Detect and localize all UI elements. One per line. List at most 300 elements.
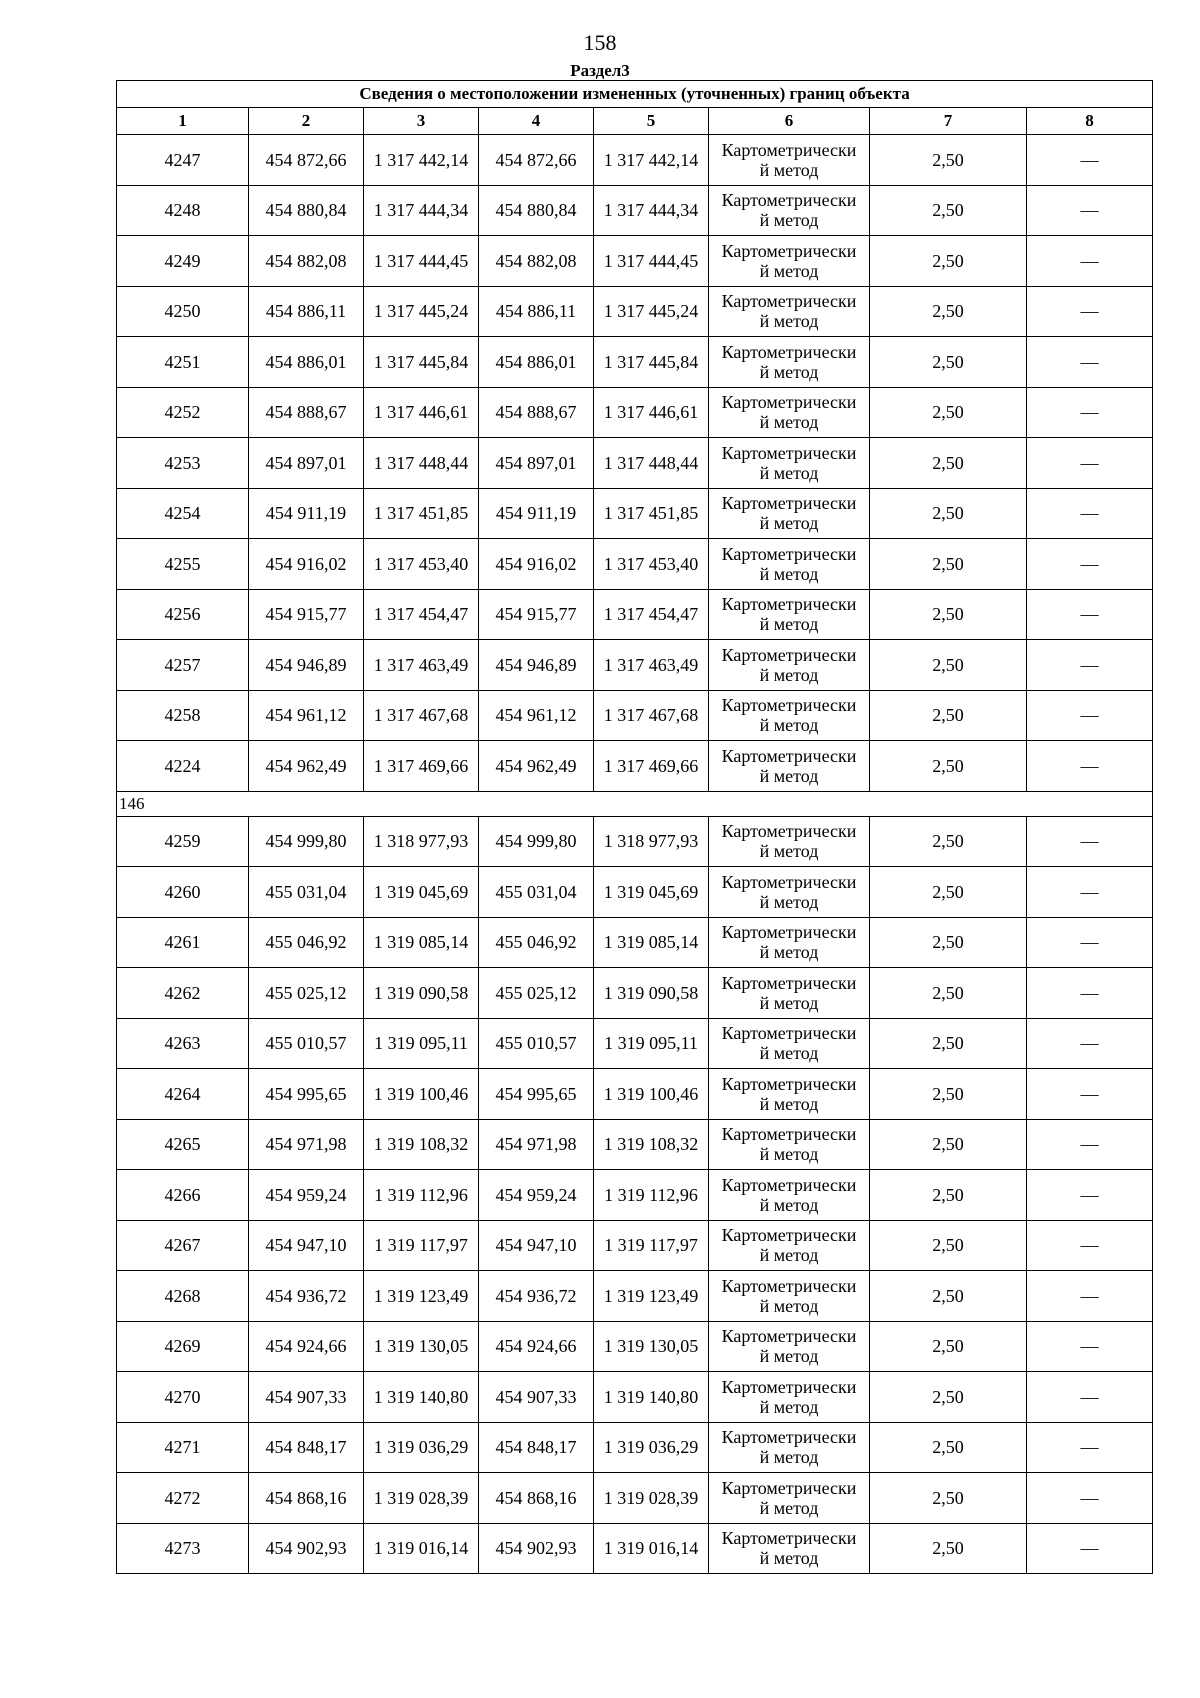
x-coordinate-new-cell: 454 995,65: [479, 1069, 594, 1120]
y-coordinate-new-cell: 1 319 130,05: [594, 1321, 709, 1372]
y-coordinate-new-cell: 1 319 100,46: [594, 1069, 709, 1120]
page-number: 158: [583, 30, 617, 55]
method-line: й метод: [759, 563, 819, 584]
accuracy-cell: 2,50: [870, 741, 1027, 792]
x-coordinate-new-cell: 454 848,17: [479, 1422, 594, 1473]
point-number-cell: 4251: [117, 337, 249, 388]
table-row: [117, 1271, 1153, 1322]
method-line: й метод: [759, 1245, 819, 1266]
point-number-cell: 4257: [117, 640, 249, 691]
point-number-cell: 4250: [117, 286, 249, 337]
method-cell: [709, 640, 870, 691]
y-coordinate-new-cell: 1 319 140,80: [594, 1372, 709, 1423]
y-coordinate-new-cell: 1 317 469,66: [594, 741, 709, 792]
method-line: й метод: [759, 1497, 819, 1518]
method-line: Картометрически: [721, 291, 857, 312]
method-line: й метод: [759, 1093, 819, 1114]
x-coordinate-new-cell: 454 971,98: [479, 1119, 594, 1170]
x-coordinate-cell: 454 971,98: [249, 1119, 364, 1170]
method-line: й метод: [759, 1144, 819, 1165]
y-coordinate-new-cell: 1 317 445,84: [594, 337, 709, 388]
note-cell: —: [1027, 1422, 1153, 1473]
x-coordinate-cell: 454 897,01: [249, 438, 364, 489]
method-line: Картометрически: [721, 1427, 857, 1448]
method-line: й метод: [759, 361, 819, 382]
column-number: 4: [479, 108, 594, 135]
method-line: Картометрически: [721, 1174, 857, 1195]
x-coordinate-cell: 454 995,65: [249, 1069, 364, 1120]
accuracy-cell: 2,50: [870, 1422, 1027, 1473]
table-row: [117, 1018, 1153, 1069]
note-cell: —: [1027, 1018, 1153, 1069]
x-coordinate-new-cell: 455 010,57: [479, 1018, 594, 1069]
y-coordinate-cell: 1 317 445,24: [364, 286, 479, 337]
table-row: [117, 816, 1153, 867]
point-number-cell: 4252: [117, 387, 249, 438]
method-line: й метод: [759, 462, 819, 483]
accuracy-cell: 2,50: [870, 1271, 1027, 1322]
y-coordinate-new-cell: 1 317 444,45: [594, 236, 709, 287]
y-coordinate-new-cell: 1 319 123,49: [594, 1271, 709, 1322]
x-coordinate-cell: 454 880,84: [249, 185, 364, 236]
accuracy-cell: 2,50: [870, 337, 1027, 388]
table-row: [117, 1422, 1153, 1473]
method-cell: [709, 816, 870, 867]
x-coordinate-new-cell: 454 916,02: [479, 539, 594, 590]
x-coordinate-new-cell: 454 959,24: [479, 1170, 594, 1221]
method-cell: [709, 1220, 870, 1271]
method-cell: [709, 968, 870, 1019]
note-cell: —: [1027, 1170, 1153, 1221]
accuracy-cell: 2,50: [870, 1170, 1027, 1221]
method-line: Картометрически: [721, 1275, 857, 1296]
y-coordinate-new-cell: 1 318 977,93: [594, 816, 709, 867]
method-line: й метод: [759, 715, 819, 736]
method-line: Картометрически: [721, 1023, 857, 1044]
note-cell: —: [1027, 185, 1153, 236]
section-title: Раздел3: [570, 61, 630, 80]
method-line: й метод: [759, 513, 819, 534]
note-cell: —: [1027, 741, 1153, 792]
table-row: [117, 690, 1153, 741]
method-cell: [709, 1119, 870, 1170]
column-number: 2: [249, 108, 364, 135]
y-coordinate-cell: 1 319 130,05: [364, 1321, 479, 1372]
y-coordinate-cell: 1 319 112,96: [364, 1170, 479, 1221]
x-coordinate-new-cell: 454 915,77: [479, 589, 594, 640]
table-row: [117, 1170, 1153, 1221]
table-row: [117, 1069, 1153, 1120]
accuracy-cell: 2,50: [870, 1473, 1027, 1524]
x-coordinate-cell: 455 046,92: [249, 917, 364, 968]
table-row: [117, 539, 1153, 590]
note-cell: —: [1027, 589, 1153, 640]
x-coordinate-cell: 454 907,33: [249, 1372, 364, 1423]
method-line: й метод: [759, 992, 819, 1013]
method-cell: [709, 539, 870, 590]
method-line: Картометрически: [721, 695, 857, 716]
y-coordinate-cell: 1 319 117,97: [364, 1220, 479, 1271]
x-coordinate-new-cell: 454 868,16: [479, 1473, 594, 1524]
point-number-cell: 4253: [117, 438, 249, 489]
note-cell: —: [1027, 387, 1153, 438]
x-coordinate-new-cell: 454 897,01: [479, 438, 594, 489]
x-coordinate-cell: 454 902,93: [249, 1523, 364, 1574]
y-coordinate-cell: 1 319 028,39: [364, 1473, 479, 1524]
x-coordinate-cell: 454 886,11: [249, 286, 364, 337]
y-coordinate-cell: 1 317 463,49: [364, 640, 479, 691]
x-coordinate-cell: 454 959,24: [249, 1170, 364, 1221]
method-line: й метод: [759, 841, 819, 862]
method-line: й метод: [759, 891, 819, 912]
y-coordinate-cell: 1 317 445,84: [364, 337, 479, 388]
table-row: [117, 337, 1153, 388]
accuracy-cell: 2,50: [870, 1069, 1027, 1120]
table-row: [117, 488, 1153, 539]
y-coordinate-new-cell: 1 317 453,40: [594, 539, 709, 590]
point-number-cell: 4272: [117, 1473, 249, 1524]
x-coordinate-new-cell: 454 962,49: [479, 741, 594, 792]
accuracy-cell: 2,50: [870, 387, 1027, 438]
x-coordinate-new-cell: 455 046,92: [479, 917, 594, 968]
note-cell: —: [1027, 1220, 1153, 1271]
y-coordinate-new-cell: 1 317 445,24: [594, 286, 709, 337]
x-coordinate-new-cell: 454 961,12: [479, 690, 594, 741]
y-coordinate-new-cell: 1 319 108,32: [594, 1119, 709, 1170]
y-coordinate-cell: 1 317 454,47: [364, 589, 479, 640]
method-cell: [709, 1018, 870, 1069]
y-coordinate-cell: 1 319 108,32: [364, 1119, 479, 1170]
y-coordinate-new-cell: 1 319 016,14: [594, 1523, 709, 1574]
method-line: й метод: [759, 210, 819, 231]
point-number-cell: 4256: [117, 589, 249, 640]
method-cell: [709, 1170, 870, 1221]
x-coordinate-cell: 454 961,12: [249, 690, 364, 741]
x-coordinate-new-cell: 454 924,66: [479, 1321, 594, 1372]
method-line: Картометрически: [721, 1528, 857, 1549]
accuracy-cell: 2,50: [870, 1220, 1027, 1271]
method-cell: [709, 917, 870, 968]
y-coordinate-new-cell: 1 319 036,29: [594, 1422, 709, 1473]
note-cell: —: [1027, 135, 1153, 186]
method-line: Картометрически: [721, 493, 857, 514]
y-coordinate-new-cell: 1 319 085,14: [594, 917, 709, 968]
x-coordinate-cell: 454 946,89: [249, 640, 364, 691]
column-number: 1: [117, 108, 249, 135]
y-coordinate-cell: 1 319 085,14: [364, 917, 479, 968]
point-number-cell: 4249: [117, 236, 249, 287]
table-row: [117, 438, 1153, 489]
point-number-cell: 4254: [117, 488, 249, 539]
y-coordinate-new-cell: 1 319 112,96: [594, 1170, 709, 1221]
column-number: 3: [364, 108, 479, 135]
note-cell: —: [1027, 816, 1153, 867]
x-coordinate-cell: 454 872,66: [249, 135, 364, 186]
accuracy-cell: 2,50: [870, 1372, 1027, 1423]
table-row: [117, 589, 1153, 640]
method-line: й метод: [759, 260, 819, 281]
y-coordinate-cell: 1 317 453,40: [364, 539, 479, 590]
method-line: Картометрически: [721, 922, 857, 943]
method-cell: [709, 387, 870, 438]
accuracy-cell: 2,50: [870, 488, 1027, 539]
table-row: [117, 185, 1153, 236]
accuracy-cell: 2,50: [870, 438, 1027, 489]
x-coordinate-cell: 454 916,02: [249, 539, 364, 590]
method-cell: [709, 1523, 870, 1574]
method-cell: [709, 337, 870, 388]
x-coordinate-cell: 454 962,49: [249, 741, 364, 792]
method-line: Картометрически: [721, 341, 857, 362]
method-line: Картометрически: [721, 1326, 857, 1347]
x-coordinate-cell: 454 882,08: [249, 236, 364, 287]
point-number-cell: 4224: [117, 741, 249, 792]
y-coordinate-cell: 1 319 095,11: [364, 1018, 479, 1069]
y-coordinate-new-cell: 1 319 045,69: [594, 867, 709, 918]
x-coordinate-cell: 454 886,01: [249, 337, 364, 388]
y-coordinate-cell: 1 317 469,66: [364, 741, 479, 792]
table-row: [117, 1523, 1153, 1574]
method-line: Картометрически: [721, 240, 857, 261]
note-cell: —: [1027, 1119, 1153, 1170]
point-number-cell: 4273: [117, 1523, 249, 1574]
x-coordinate-new-cell: 455 025,12: [479, 968, 594, 1019]
y-coordinate-cell: 1 318 977,93: [364, 816, 479, 867]
point-number-cell: 4266: [117, 1170, 249, 1221]
y-coordinate-cell: 1 319 090,58: [364, 968, 479, 1019]
table-row: [117, 135, 1153, 186]
table-row: [117, 387, 1153, 438]
x-coordinate-cell: 454 911,19: [249, 488, 364, 539]
method-cell: [709, 589, 870, 640]
method-line: й метод: [759, 942, 819, 963]
method-cell: [709, 1422, 870, 1473]
note-cell: —: [1027, 236, 1153, 287]
method-line: й метод: [759, 1194, 819, 1215]
y-coordinate-cell: 1 317 448,44: [364, 438, 479, 489]
x-coordinate-cell: 455 031,04: [249, 867, 364, 918]
note-cell: —: [1027, 1372, 1153, 1423]
method-line: й метод: [759, 1043, 819, 1064]
accuracy-cell: 2,50: [870, 640, 1027, 691]
note-cell: —: [1027, 867, 1153, 918]
accuracy-cell: 2,50: [870, 1523, 1027, 1574]
table-row: [117, 917, 1153, 968]
x-coordinate-new-cell: 454 911,19: [479, 488, 594, 539]
boundary-table: [116, 80, 1153, 1574]
method-line: Картометрически: [721, 543, 857, 564]
column-number: 7: [870, 108, 1027, 135]
accuracy-cell: 2,50: [870, 917, 1027, 968]
accuracy-cell: 2,50: [870, 816, 1027, 867]
method-line: Картометрически: [721, 594, 857, 615]
y-coordinate-cell: 1 319 036,29: [364, 1422, 479, 1473]
method-line: й метод: [759, 311, 819, 332]
table-row: [117, 867, 1153, 918]
y-coordinate-cell: 1 317 444,45: [364, 236, 479, 287]
point-number-cell: 4259: [117, 816, 249, 867]
method-line: Картометрически: [721, 821, 857, 842]
y-coordinate-cell: 1 317 467,68: [364, 690, 479, 741]
point-number-cell: 4261: [117, 917, 249, 968]
y-coordinate-cell: 1 317 444,34: [364, 185, 479, 236]
point-number-cell: 4265: [117, 1119, 249, 1170]
method-line: Картометрически: [721, 1225, 857, 1246]
y-coordinate-cell: 1 319 100,46: [364, 1069, 479, 1120]
table-caption: Сведения о местоположении измененных (уточненных) границ объекта: [117, 81, 1153, 108]
x-coordinate-new-cell: 454 872,66: [479, 135, 594, 186]
x-coordinate-new-cell: 454 907,33: [479, 1372, 594, 1423]
note-cell: —: [1027, 539, 1153, 590]
x-coordinate-new-cell: 454 886,01: [479, 337, 594, 388]
method-cell: [709, 488, 870, 539]
method-line: Картометрически: [721, 190, 857, 211]
x-coordinate-new-cell: 454 999,80: [479, 816, 594, 867]
method-cell: [709, 286, 870, 337]
method-cell: [709, 690, 870, 741]
x-coordinate-cell: 454 848,17: [249, 1422, 364, 1473]
table-row: [117, 741, 1153, 792]
note-cell: —: [1027, 1473, 1153, 1524]
point-number-cell: 4267: [117, 1220, 249, 1271]
method-cell: [709, 438, 870, 489]
x-coordinate-new-cell: 454 886,11: [479, 286, 594, 337]
x-coordinate-cell: 455 025,12: [249, 968, 364, 1019]
point-number-cell: 4248: [117, 185, 249, 236]
column-number: 6: [709, 108, 870, 135]
method-cell: [709, 135, 870, 186]
method-line: Картометрически: [721, 1477, 857, 1498]
table-row: [117, 1473, 1153, 1524]
y-coordinate-cell: 1 319 045,69: [364, 867, 479, 918]
method-line: й метод: [759, 1548, 819, 1569]
method-line: й метод: [759, 159, 819, 180]
accuracy-cell: 2,50: [870, 135, 1027, 186]
x-coordinate-cell: 454 888,67: [249, 387, 364, 438]
x-coordinate-new-cell: 455 031,04: [479, 867, 594, 918]
group-label: 146: [117, 791, 1153, 816]
method-line: Картометрически: [721, 139, 857, 160]
method-line: й метод: [759, 1295, 819, 1316]
column-number-row: [117, 108, 1153, 135]
point-number-cell: 4263: [117, 1018, 249, 1069]
method-line: Картометрически: [721, 442, 857, 463]
accuracy-cell: 2,50: [870, 185, 1027, 236]
accuracy-cell: 2,50: [870, 690, 1027, 741]
accuracy-cell: 2,50: [870, 1321, 1027, 1372]
table-row: [117, 1321, 1153, 1372]
point-number-cell: 4262: [117, 968, 249, 1019]
x-coordinate-new-cell: 454 947,10: [479, 1220, 594, 1271]
note-cell: —: [1027, 917, 1153, 968]
table-row: [117, 640, 1153, 691]
y-coordinate-cell: 1 317 442,14: [364, 135, 479, 186]
x-coordinate-new-cell: 454 882,08: [479, 236, 594, 287]
y-coordinate-new-cell: 1 319 028,39: [594, 1473, 709, 1524]
note-cell: —: [1027, 968, 1153, 1019]
method-cell: [709, 1372, 870, 1423]
method-cell: [709, 741, 870, 792]
method-line: й метод: [759, 1346, 819, 1367]
y-coordinate-new-cell: 1 317 448,44: [594, 438, 709, 489]
method-cell: [709, 1069, 870, 1120]
y-coordinate-cell: 1 319 016,14: [364, 1523, 479, 1574]
y-coordinate-new-cell: 1 319 095,11: [594, 1018, 709, 1069]
point-number-cell: 4260: [117, 867, 249, 918]
table-body: [117, 135, 1153, 1574]
note-cell: —: [1027, 1069, 1153, 1120]
method-cell: [709, 185, 870, 236]
accuracy-cell: 2,50: [870, 1119, 1027, 1170]
x-coordinate-cell: 454 868,16: [249, 1473, 364, 1524]
method-line: Картометрически: [721, 1073, 857, 1094]
accuracy-cell: 2,50: [870, 539, 1027, 590]
note-cell: —: [1027, 690, 1153, 741]
note-cell: —: [1027, 286, 1153, 337]
note-cell: —: [1027, 337, 1153, 388]
point-number-cell: 4247: [117, 135, 249, 186]
y-coordinate-new-cell: 1 317 444,34: [594, 185, 709, 236]
method-cell: [709, 1321, 870, 1372]
method-line: Картометрически: [721, 644, 857, 665]
x-coordinate-cell: 454 999,80: [249, 816, 364, 867]
point-number-cell: 4264: [117, 1069, 249, 1120]
method-line: Картометрически: [721, 1124, 857, 1145]
x-coordinate-new-cell: 454 888,67: [479, 387, 594, 438]
method-line: Картометрически: [721, 871, 857, 892]
table-row: [117, 1372, 1153, 1423]
point-number-cell: 4270: [117, 1372, 249, 1423]
x-coordinate-cell: 454 915,77: [249, 589, 364, 640]
x-coordinate-cell: 454 936,72: [249, 1271, 364, 1322]
method-line: й метод: [759, 765, 819, 786]
x-coordinate-new-cell: 454 946,89: [479, 640, 594, 691]
group-label-row: [117, 791, 1153, 816]
point-number-cell: 4255: [117, 539, 249, 590]
method-line: й метод: [759, 1447, 819, 1468]
accuracy-cell: 2,50: [870, 236, 1027, 287]
column-number: 8: [1027, 108, 1153, 135]
method-line: й метод: [759, 1396, 819, 1417]
y-coordinate-cell: 1 319 123,49: [364, 1271, 479, 1322]
y-coordinate-new-cell: 1 317 442,14: [594, 135, 709, 186]
point-number-cell: 4268: [117, 1271, 249, 1322]
x-coordinate-new-cell: 454 902,93: [479, 1523, 594, 1574]
y-coordinate-new-cell: 1 319 090,58: [594, 968, 709, 1019]
note-cell: —: [1027, 1523, 1153, 1574]
note-cell: —: [1027, 640, 1153, 691]
point-number-cell: 4258: [117, 690, 249, 741]
accuracy-cell: 2,50: [870, 286, 1027, 337]
method-line: й метод: [759, 412, 819, 433]
x-coordinate-cell: 455 010,57: [249, 1018, 364, 1069]
y-coordinate-new-cell: 1 319 117,97: [594, 1220, 709, 1271]
note-cell: —: [1027, 488, 1153, 539]
method-cell: [709, 867, 870, 918]
note-cell: —: [1027, 438, 1153, 489]
method-line: Картометрически: [721, 745, 857, 766]
method-line: Картометрически: [721, 1376, 857, 1397]
method-line: й метод: [759, 664, 819, 685]
accuracy-cell: 2,50: [870, 1018, 1027, 1069]
method-cell: [709, 236, 870, 287]
y-coordinate-new-cell: 1 317 446,61: [594, 387, 709, 438]
method-cell: [709, 1473, 870, 1524]
y-coordinate-new-cell: 1 317 454,47: [594, 589, 709, 640]
table-row: [117, 968, 1153, 1019]
y-coordinate-cell: 1 317 451,85: [364, 488, 479, 539]
x-coordinate-cell: 454 924,66: [249, 1321, 364, 1372]
